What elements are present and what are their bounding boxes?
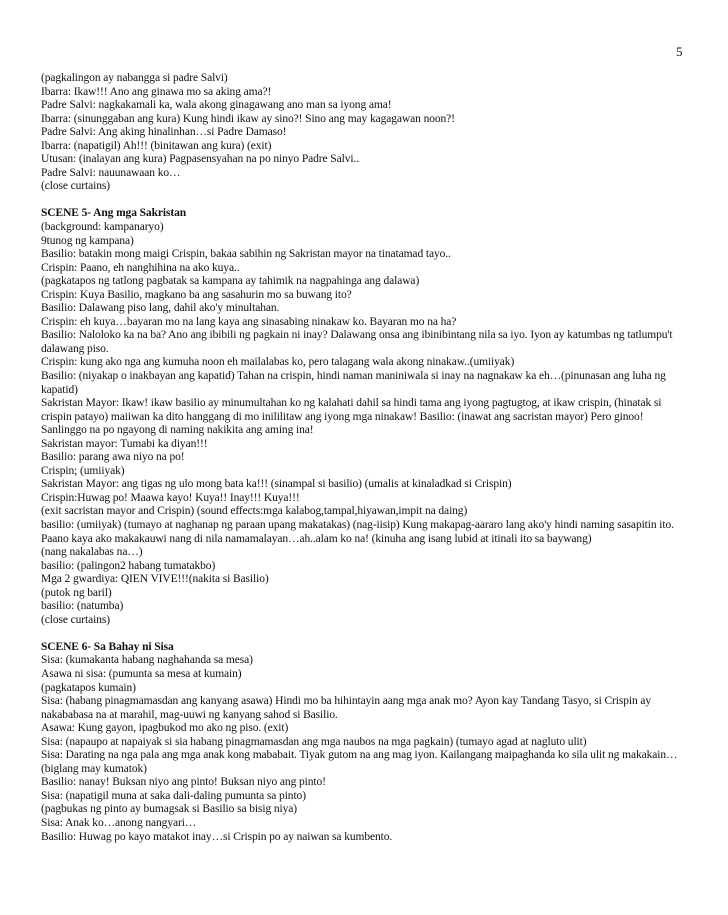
script-line: basilio: (palingon2 habang tumatakbo) [41, 559, 216, 572]
script-line: Sakristan mayor: Tumabi ka diyan!!! [41, 437, 208, 450]
scene-4-ending [41, 72, 691, 194]
script-line: Crispin; (umiiyak) [41, 464, 125, 477]
script-line: Crispin: kung ako nga ang kumuha noon eh mailalabas ko, pero talagang wala akong ninakaw..(umiiyak) [41, 356, 515, 369]
scene-6-heading: SCENE 6- Sa Bahay ni Sisa [41, 640, 174, 653]
script-line: Basilio: (niyakap o inakbayan ang kapatid) Tahan na crispin, hindi naman maniniwala si inay na nagnakaw ka eh…(pinunasan ang luha ng kapatid) [41, 369, 666, 396]
script-content [41, 72, 691, 844]
script-line: (biglang may kumatok) [41, 762, 147, 775]
script-line: Sisa: (kumakanta habang naghahanda sa mesa) [41, 654, 253, 667]
script-line: Sisa: (napatigil muna at saka dali-daling pumunta sa pinto) [41, 789, 306, 802]
script-line: Sisa: Darating na nga pala ang mga anak kong mababait. Tiyak gutom na ang mag iyon. Kailangang maipaghanda ko sila ulit ng makakain… [41, 749, 678, 762]
script-line: (nang nakalabas na…) [41, 546, 143, 559]
script-line: Utusan: (inalayan ang kura) Pagpasensyahan na po ninyo Padre Salvi.. [41, 153, 359, 166]
script-line: 9tunog ng kampana) [41, 234, 134, 247]
script-line: Crispin: Paano, eh nanghihina na ako kuya.. [41, 261, 240, 274]
script-line: Asawa: Kung gayon, ipagbukod mo ako ng piso. (exit) [41, 722, 289, 735]
script-line: Padre Salvi: Ang aking hinalinhan…si Padre Damaso! [41, 126, 287, 139]
scene-6-section [41, 641, 691, 844]
script-line: basilio: (umiiyak) (tumayo at naghanap ng paraan upang makatakas) (nag-iisip) Kung makapag-aararo lang ako'y hindi naming sasapitin ito. Paano kaya ako makakauwi nang di nila namamalayan…ah..alam ko na! (kinuha ang isang lubid at itinali ito sa baywang) [41, 519, 674, 545]
script-line: Crispin: Kuya Basilio, magkano ba ang sasahurin mo sa buwang ito? [41, 288, 352, 301]
script-line: (background: kampanaryo) [41, 220, 164, 233]
script-line: (exit sacristan mayor and Crispin) (sound effects:mga kalabog,tampal,hiyawan,impit na daing) [41, 505, 468, 518]
script-line: Ibarra: Ikaw!!! Ano ang ginawa mo sa aking ama?! [41, 85, 272, 98]
script-line: Basilio: batakin mong maigi Crispin, bakaa sabihin ng Sakristan mayor na tinatamad tayo.. [41, 248, 451, 261]
page-number: 5 [676, 44, 683, 59]
script-line: (pagkatapos ng tatlong pagbatak sa kampana ay tahimik na nagpahinga ang dalawa) [41, 275, 420, 288]
script-line: Mga 2 gwardiya: QIEN VIVE!!!(nakita si Basilio) [41, 573, 269, 586]
script-line: Basilio: nanay! Buksan niyo ang pinto! Buksan niyo ang pinto! [41, 776, 326, 789]
script-line: Ibarra: (napatigil) Ah!!! (binitawan ang kura) (exit) [41, 139, 272, 152]
scene-5-section [41, 207, 691, 627]
script-line: (close curtains) [41, 613, 110, 626]
scene-5-heading: SCENE 5- Ang mga Sakristan [41, 207, 187, 220]
script-line: (pagkatapos kumain) [41, 681, 136, 694]
script-line: Basilio: parang awa niyo na po! [41, 451, 185, 464]
script-line: Basilio: Huwag po kayo matakot inay…si Crispin po ay naiwan sa kumbento. [41, 830, 393, 843]
script-line: Basilio: Dalawang piso lang, dahil ako'y minultahan. [41, 302, 280, 315]
script-line: Sisa: Anak ko…anong nangyari… [41, 816, 197, 829]
script-line: Crispin: eh kuya…bayaran mo na lang kaya ang sinasabing ninakaw ko. Bayaran mo na ha? [41, 315, 457, 328]
script-line: Basilio: Naloloko ka na ba? Ano ang ibibili ng pagkain ni inay? Dalawang onsa ang ibinibintang nila sa iyo. Iyon ay katumbas ng tatlumpu't dalawang piso. [41, 329, 673, 355]
script-line: Sakristan Mayor: ang tigas ng ulo mong bata ka!!! (sinampal si basilio) (umalis at kinaladkad si Crispin) [41, 478, 512, 491]
script-line: Asawa ni sisa: (pumunta sa mesa at kumain) [41, 667, 242, 680]
script-line: (putok ng baril) [41, 586, 112, 599]
script-line: Crispin:Huwag po! Maawa kayo! Kuya!! Inay!!! Kuya!!! [41, 491, 300, 504]
script-line: Padre Salvi: nagkakamali ka, wala akong ginagawang ano man sa iyong ama! [41, 99, 392, 112]
script-line: Ibarra: (sinunggaban ang kura) Kung hindi ikaw ay sino?! Sino ang may kagagawan noon?! [41, 112, 455, 125]
script-line: Sisa: (napaupo at napaiyak si sia habang pinagmamasdan ang mga naubos na mga pagkain) (tumayo agad at nagluto ulit) [41, 735, 587, 748]
script-line: (pagkalingon ay nabangga si padre Salvi) [41, 72, 228, 84]
script-line: basilio: (natumba) [41, 600, 124, 613]
script-line: Padre Salvi: nauunawaan ko… [41, 166, 181, 179]
script-line: Sakristan Mayor: Ikaw! ikaw basilio ay minumultahan ko ng kalahati dahil sa hindi tama ang iyong pagtugtog, at ikaw crispin, (hinatak si crispin patayo) maiiwan ka dito hanggang di mo inililitaw ang iyong mga ninakaw! Basilio: (inawat ang sacristan mayor) Pero ginoo! Sanlinggo na po ngayong di naming nakikita ang aming ina! [41, 397, 662, 437]
script-line: Sisa: (habang pinagmamasdan ang kanyang asawa) Hindi mo ba hihintayin aang mga anak mo? Ayon kay Tandang Tasyo, si Crispin ay nakababasa na at marahil, mag-uuwi ng kanyang sahod si Basilio. [41, 695, 652, 721]
script-line: (pagbukas ng pinto ay bumagsak si Basilio sa bisig niya) [41, 803, 297, 816]
script-line: (close curtains) [41, 180, 110, 193]
